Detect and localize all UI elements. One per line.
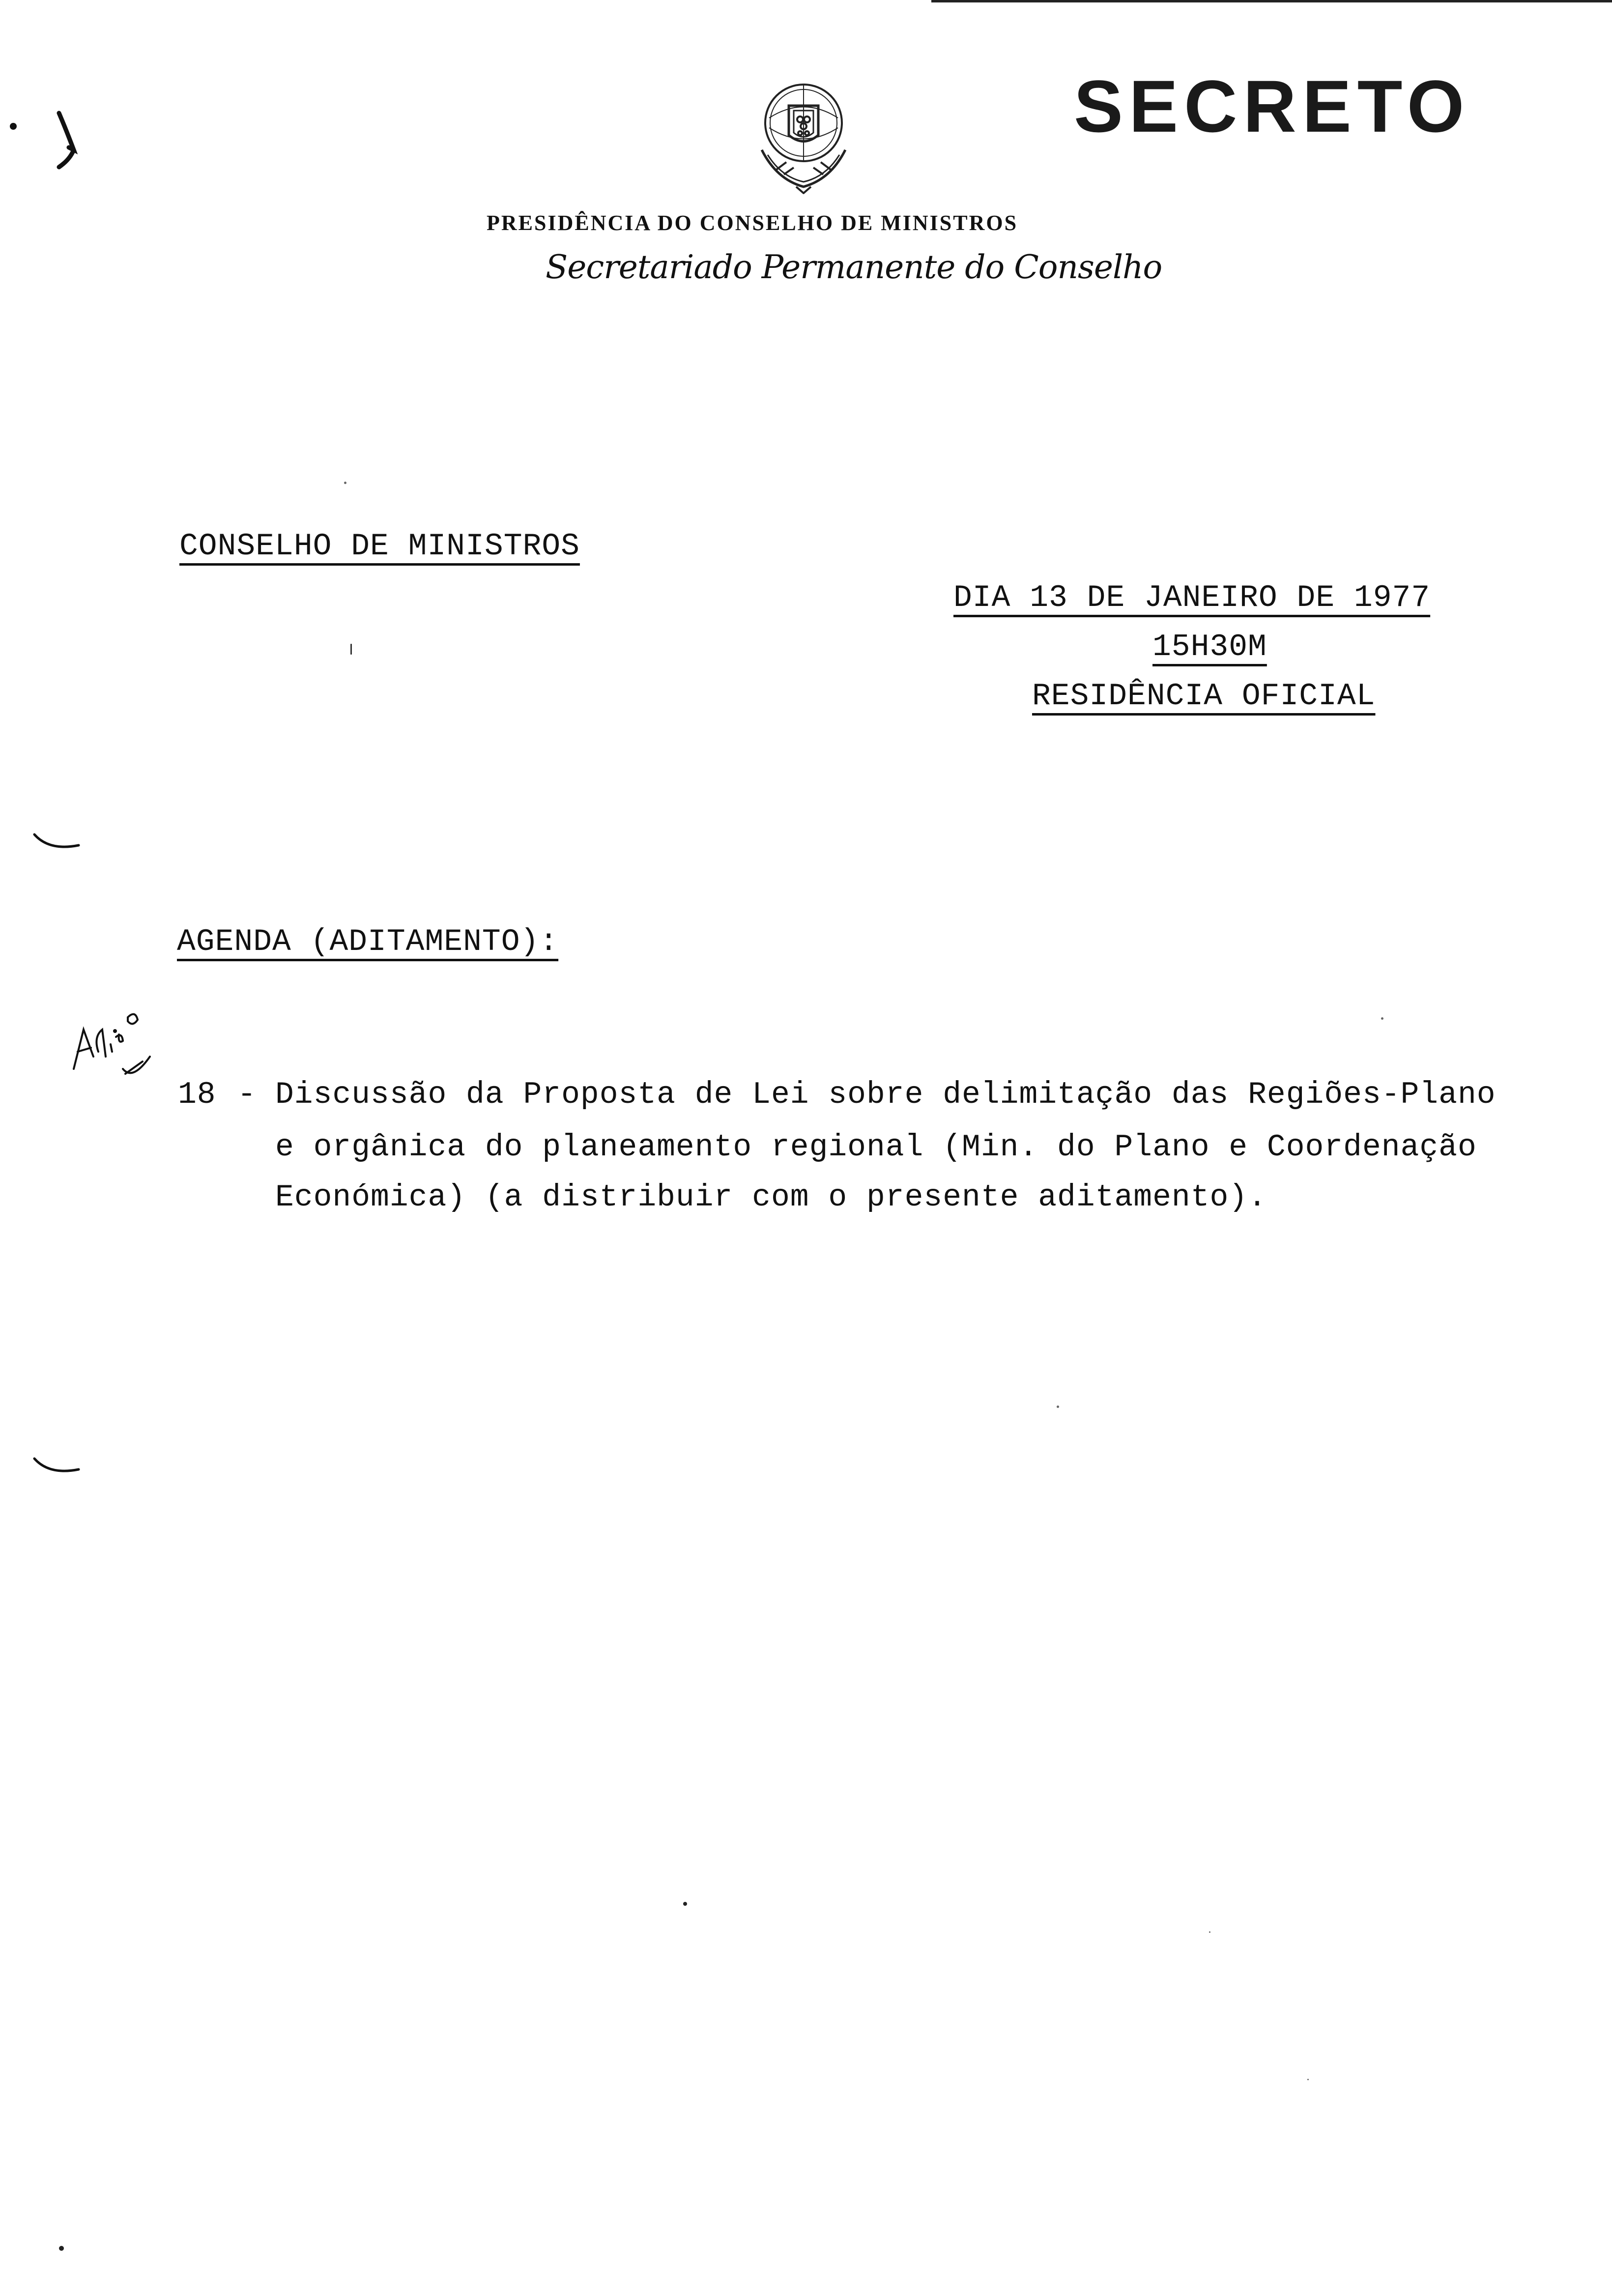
- top-border-line: [931, 0, 1612, 2]
- meeting-time: 15H30M: [1152, 630, 1267, 664]
- handwritten-bracket-mark: [44, 103, 93, 172]
- agenda-heading: AGENDA (ADITAMENTO):: [177, 924, 559, 959]
- agenda-item-text-line: Discussão da Proposta de Lei sobre delimitação das Regiões-Plano: [275, 1077, 1496, 1112]
- paper-speck: [1057, 1406, 1059, 1408]
- hole-punch-mark: [29, 1455, 84, 1479]
- paper-speck: [350, 644, 352, 655]
- meeting-date: DIA 13 DE JANEIRO DE 1977: [953, 580, 1431, 615]
- paper-speck: [1307, 2079, 1309, 2080]
- paper-speck: [1381, 1017, 1383, 1020]
- coat-of-arms-emblem: [747, 76, 860, 194]
- agenda-item-text-line: Económica) (a distribuir com o presente aditamento).: [275, 1180, 1267, 1215]
- ink-dot: [10, 123, 17, 130]
- meeting-location: RESIDÊNCIA OFICIAL: [1032, 679, 1376, 714]
- paper-speck: [683, 1902, 687, 1906]
- organization-name: PRESIDÊNCIA DO CONSELHO DE MINISTROS: [487, 211, 1018, 235]
- agenda-item-text-line: e orgânica do planeamento regional (Min. do Plano e Coordenação: [275, 1130, 1477, 1165]
- agenda-item-separator: -: [237, 1077, 257, 1112]
- council-heading: CONSELHO DE MINISTROS: [179, 529, 580, 564]
- agenda-item-number: 18: [178, 1077, 216, 1112]
- department-name: Secretariado Permanente do Conselho: [546, 248, 1162, 286]
- hole-punch-mark: [29, 831, 84, 855]
- paper-speck: [59, 2246, 64, 2251]
- classification-stamp: SECRETO: [1074, 65, 1470, 147]
- handwritten-margin-note: [64, 983, 152, 1081]
- paper-speck: [1209, 1931, 1210, 1933]
- paper-speck: [344, 482, 346, 484]
